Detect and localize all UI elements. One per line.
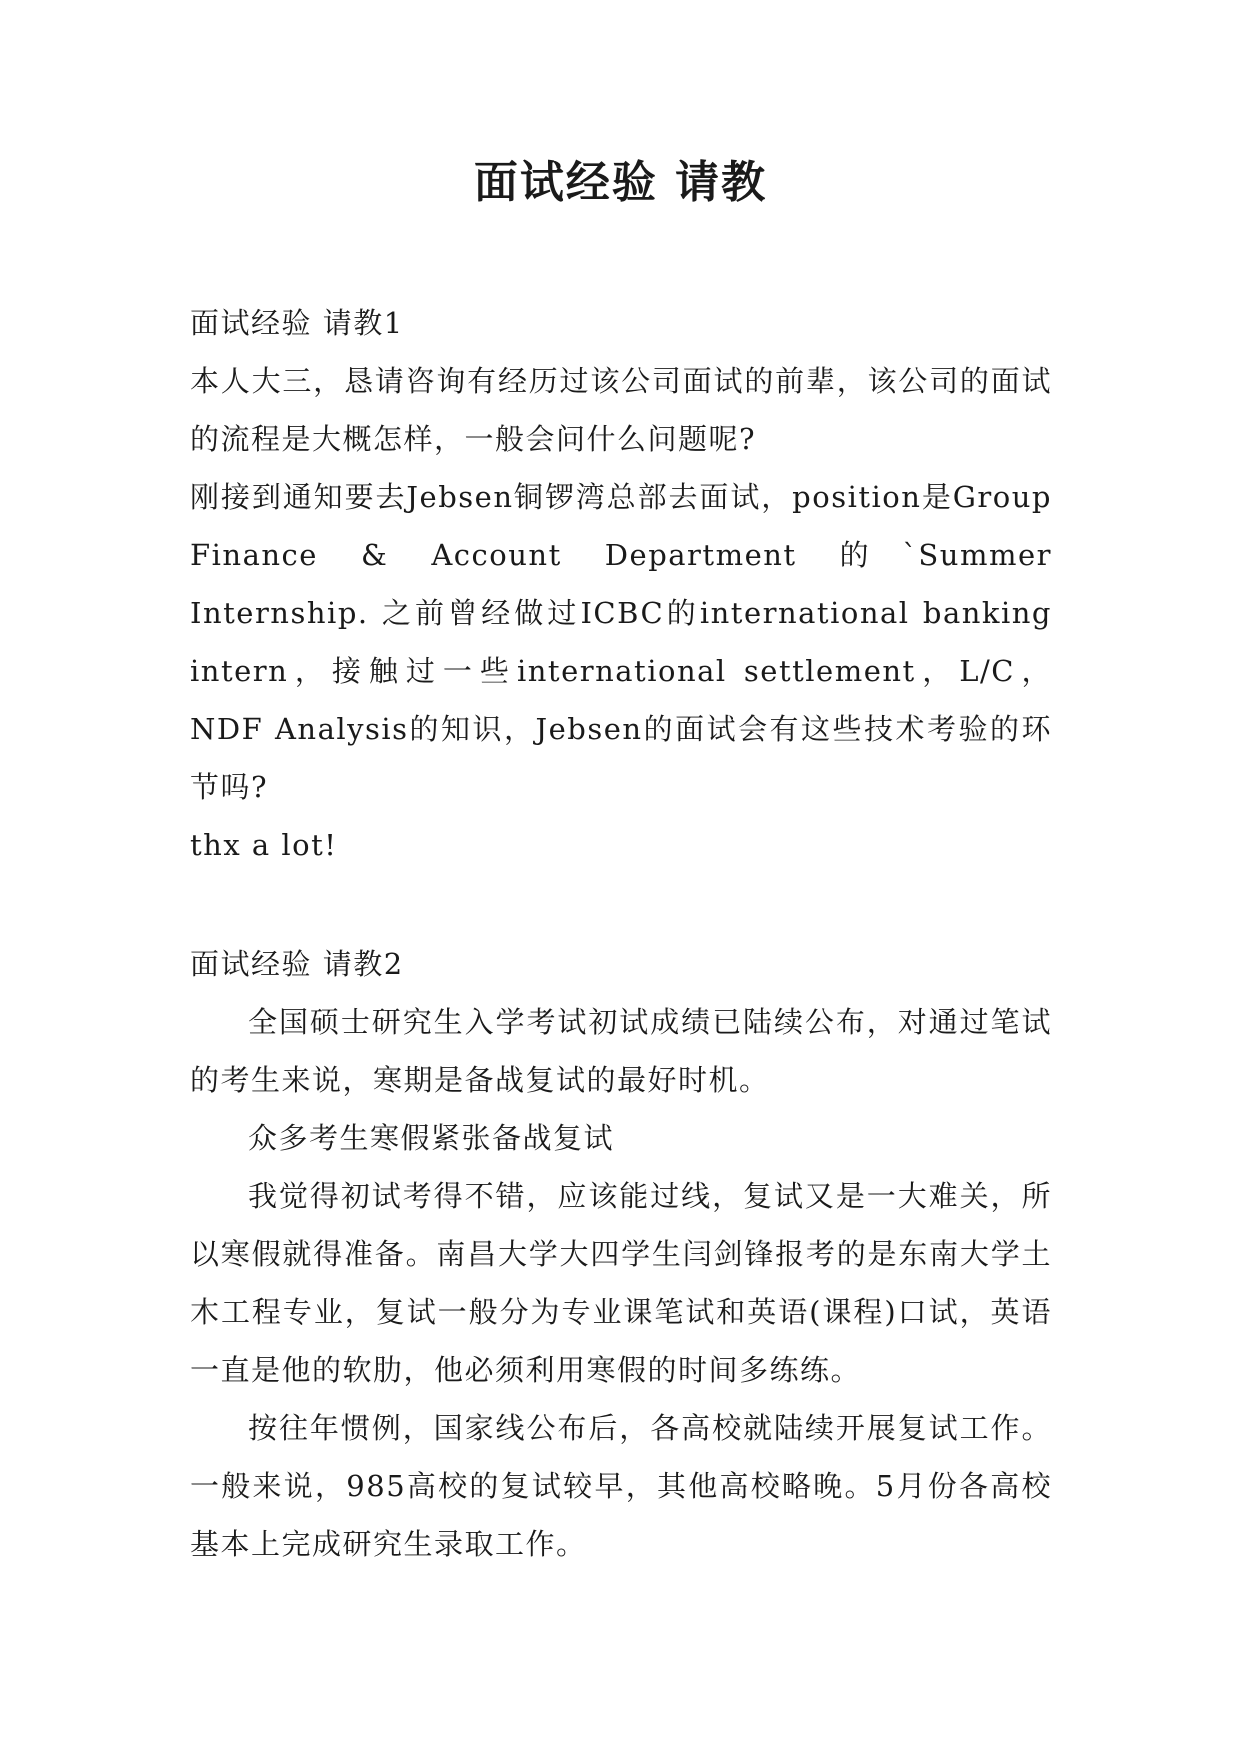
document-title: 面试经验 请教 bbox=[473, 157, 768, 208]
section-heading: 面试经验 请教2 bbox=[190, 947, 404, 981]
paragraph: 全国硕士研究生入学考试初试成绩已陆续公布，对通过笔试的考生来说，寒期是备战复试的最好时机。 bbox=[190, 1005, 1052, 1097]
paragraph: 本人大三，恳请咨询有经历过该公司面试的前辈，该公司的面试的流程是大概怎样，一般会问什么问题呢? bbox=[190, 364, 1052, 456]
paragraph: 我觉得初试考得不错，应该能过线，复试又是一大难关，所以寒假就得准备。南昌大学大四学生闫剑锋报考的是东南大学土木工程专业，复试一般分为专业课笔试和英语(课程)口试，英语一直是他的软肋，他必须利用寒假的时间多练练。 bbox=[190, 1179, 1052, 1387]
section-1 bbox=[190, 294, 1052, 874]
section-2 bbox=[190, 935, 1052, 1573]
paragraph: 刚接到通知要去Jebsen铜锣湾总部去面试，position是Group Finance & Account Department 的`Summer Internship. 之前曾经做过ICBC的international banking intern，接触过一些international settlement，L/C，NDF Analysis的知识，Jebsen的面试会有这些技术考验的环节吗? bbox=[190, 480, 1052, 804]
section-heading: 面试经验 请教1 bbox=[190, 306, 404, 340]
paragraph: 众多考生寒假紧张备战复试 bbox=[248, 1121, 615, 1155]
paragraph: 按往年惯例，国家线公布后，各高校就陆续开展复试工作。一般来说，985高校的复试较早，其他高校略晚。5月份各高校基本上完成研究生录取工作。 bbox=[190, 1411, 1052, 1561]
paragraph: thx a lot! bbox=[190, 828, 338, 862]
document-body bbox=[190, 294, 1052, 1573]
